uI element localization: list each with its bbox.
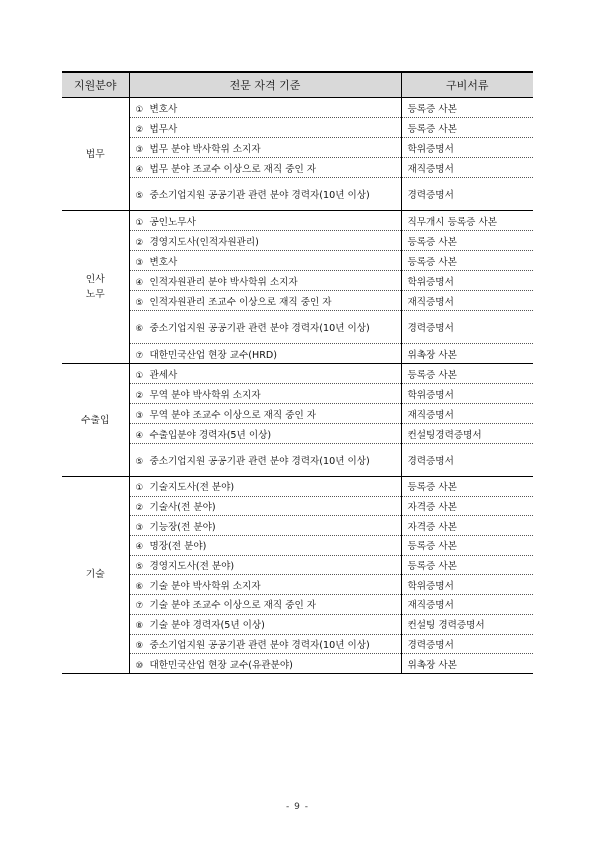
criteria-cell [129, 344, 401, 364]
criteria-cell [129, 384, 401, 404]
document-cell: 위촉장 사본 [401, 654, 533, 674]
header-criteria: 전문 자격 기준 [129, 72, 401, 98]
qualification-table [62, 71, 533, 674]
criteria-cell [129, 634, 401, 654]
table-row [62, 444, 533, 477]
category-label: 법무 [85, 148, 105, 160]
criteria-text: 경영지도사(인적자원관리) [149, 236, 259, 248]
criteria-cell [129, 118, 401, 138]
document-cell: 자격증 사본 [401, 496, 533, 516]
category-cell [62, 364, 129, 477]
criteria-cell [129, 251, 401, 271]
table-row [62, 344, 533, 364]
table-row [62, 211, 533, 231]
item-number: ⑥ [135, 581, 144, 592]
document-cell: 재직증명서 [401, 291, 533, 311]
table-row [62, 271, 533, 291]
document-cell: 등록증 사본 [401, 251, 533, 271]
document-cell: 경력증명서 [401, 178, 533, 211]
criteria-text: 대한민국산업 현장 교수(HRD) [149, 349, 278, 361]
criteria-text: 법무사 [149, 123, 178, 135]
criteria-cell [129, 271, 401, 291]
table-row [62, 496, 533, 516]
table-row [62, 231, 533, 251]
table-row [62, 634, 533, 654]
criteria-cell [129, 98, 401, 118]
item-number: ⑤ [135, 457, 144, 467]
criteria-cell [129, 231, 401, 251]
criteria-text: 관세사 [149, 369, 178, 381]
criteria-cell [129, 158, 401, 178]
criteria-text: 공인노무사 [149, 216, 196, 228]
criteria-text: 법무 분야 조교수 이상으로 재직 중인 자 [149, 163, 317, 175]
document-cell: 경력증명서 [401, 634, 533, 654]
document-cell: 등록증 사본 [401, 536, 533, 556]
item-number: ③ [135, 410, 144, 421]
criteria-cell [129, 654, 401, 674]
category-label: 노무 [85, 289, 105, 300]
header-documents: 구비서류 [401, 72, 533, 98]
criteria-text: 변호사 [149, 256, 178, 268]
item-number: ② [135, 390, 144, 401]
item-number: ④ [135, 277, 144, 288]
criteria-text: 인적자원관리 분야 박사학위 소지자 [149, 276, 298, 288]
table-row [62, 251, 533, 271]
item-number: ⑦ [135, 601, 144, 612]
criteria-cell [129, 178, 401, 211]
table-row [62, 384, 533, 404]
document-cell: 자격증 사본 [401, 516, 533, 536]
item-number: ① [135, 370, 144, 381]
category-cell [62, 98, 129, 211]
criteria-cell [129, 516, 401, 536]
item-number: ① [135, 217, 144, 228]
criteria-cell [129, 595, 401, 615]
item-number: ① [135, 483, 144, 494]
criteria-text: 기술 분야 경력자(5년 이상) [149, 620, 265, 632]
criteria-text: 기술사(전 분야) [149, 502, 216, 514]
document-cell: 등록증 사본 [401, 98, 533, 118]
item-number: ① [135, 104, 144, 115]
document-cell: 직무개시 등록증 사본 [401, 211, 533, 231]
criteria-text: 중소기업지원 공공기관 관련 분야 경력자(10년 이상) [149, 639, 370, 651]
table-row [62, 118, 533, 138]
document-cell: 재직증명서 [401, 404, 533, 424]
criteria-cell [129, 364, 401, 384]
item-number: ⑦ [135, 350, 144, 361]
category-cell [62, 477, 129, 674]
item-number: ③ [135, 522, 144, 533]
criteria-text: 인적자원관리 조교수 이상으로 재직 중인 자 [149, 296, 332, 308]
criteria-text: 중소기업지원 공공기관 관련 분야 경력자(10년 이상) [149, 323, 370, 334]
criteria-text: 무역 분야 박사학위 소지자 [149, 389, 261, 401]
criteria-text: 대한민국산업 현장 교수(유관분야) [149, 659, 293, 671]
item-number: ② [135, 237, 144, 248]
criteria-text: 기술 분야 조교수 이상으로 재직 중인 자 [149, 600, 317, 612]
criteria-cell [129, 614, 401, 634]
criteria-text: 법무 분야 박사학위 소지자 [149, 143, 261, 155]
table-row [62, 138, 533, 158]
category-label: 인사 [85, 274, 105, 285]
table-row [62, 595, 533, 615]
table-row [62, 654, 533, 674]
criteria-text: 무역 분야 조교수 이상으로 재직 중인 자 [149, 409, 317, 421]
table-row [62, 158, 533, 178]
criteria-cell [129, 496, 401, 516]
page-number: - 9 - [286, 802, 309, 812]
criteria-cell [129, 291, 401, 311]
item-number: ⑩ [135, 660, 144, 671]
criteria-text: 중소기업지원 공공기관 관련 분야 경력자(10년 이상) [149, 456, 370, 467]
table-row [62, 516, 533, 536]
document-cell: 등록증 사본 [401, 231, 533, 251]
category-cell [62, 211, 129, 364]
table-row [62, 98, 533, 118]
table-row [62, 477, 533, 497]
item-number: ⑥ [135, 324, 144, 334]
criteria-text: 변호사 [149, 103, 178, 115]
document-cell: 컨설팅경력증명서 [401, 424, 533, 444]
criteria-text: 경영지도사(전 분야) [149, 561, 235, 573]
document-cell: 학위증명서 [401, 575, 533, 595]
criteria-text: 기능장(전 분야) [149, 521, 216, 533]
document-cell: 위촉장 사본 [401, 344, 533, 364]
criteria-cell [129, 575, 401, 595]
item-number: ④ [135, 542, 144, 553]
criteria-text: 기술지도사(전 분야) [149, 482, 235, 494]
item-number: ⑨ [135, 640, 144, 651]
document-cell: 등록증 사본 [401, 555, 533, 575]
item-number: ② [135, 503, 144, 514]
criteria-text: 명장(전 분야) [149, 541, 207, 553]
document-cell: 학위증명서 [401, 384, 533, 404]
item-number: ② [135, 124, 144, 135]
item-number: ⑤ [135, 191, 144, 201]
table-row [62, 291, 533, 311]
item-number: ⑤ [135, 297, 144, 308]
table-row [62, 536, 533, 556]
document-cell: 학위증명서 [401, 138, 533, 158]
document-cell: 등록증 사본 [401, 477, 533, 497]
table-row [62, 614, 533, 634]
item-number: ④ [135, 430, 144, 441]
document-cell: 등록증 사본 [401, 364, 533, 384]
table-row [62, 424, 533, 444]
table-row [62, 575, 533, 595]
category-label: 기술 [85, 569, 105, 581]
criteria-cell [129, 211, 401, 231]
table-row [62, 364, 533, 384]
document-cell: 컨설팅 경력증명서 [401, 614, 533, 634]
header-field: 지원분야 [62, 72, 129, 98]
table-body [62, 98, 533, 674]
criteria-cell [129, 536, 401, 556]
item-number: ⑤ [135, 562, 144, 573]
table-row [62, 404, 533, 424]
criteria-cell [129, 444, 401, 477]
criteria-cell [129, 404, 401, 424]
criteria-cell [129, 424, 401, 444]
criteria-cell [129, 477, 401, 497]
table-row [62, 178, 533, 211]
criteria-cell [129, 311, 401, 344]
item-number: ⑧ [135, 621, 144, 632]
table-row [62, 555, 533, 575]
table-row [62, 311, 533, 344]
document-cell: 경력증명서 [401, 311, 533, 344]
document-cell: 등록증 사본 [401, 118, 533, 138]
table-header-row [62, 72, 533, 98]
criteria-text: 수출입분야 경력자(5년 이상) [149, 429, 272, 441]
item-number: ③ [135, 144, 144, 155]
item-number: ④ [135, 164, 144, 175]
item-number: ③ [135, 257, 144, 268]
criteria-cell [129, 138, 401, 158]
criteria-text: 기술 분야 박사학위 소지자 [149, 580, 261, 592]
criteria-text: 중소기업지원 공공기관 관련 분야 경력자(10년 이상) [149, 190, 370, 201]
document-cell: 경력증명서 [401, 444, 533, 477]
document-cell: 재직증명서 [401, 595, 533, 615]
criteria-cell [129, 555, 401, 575]
document-cell: 학위증명서 [401, 271, 533, 291]
category-label: 수출입 [81, 414, 110, 426]
document-cell: 재직증명서 [401, 158, 533, 178]
